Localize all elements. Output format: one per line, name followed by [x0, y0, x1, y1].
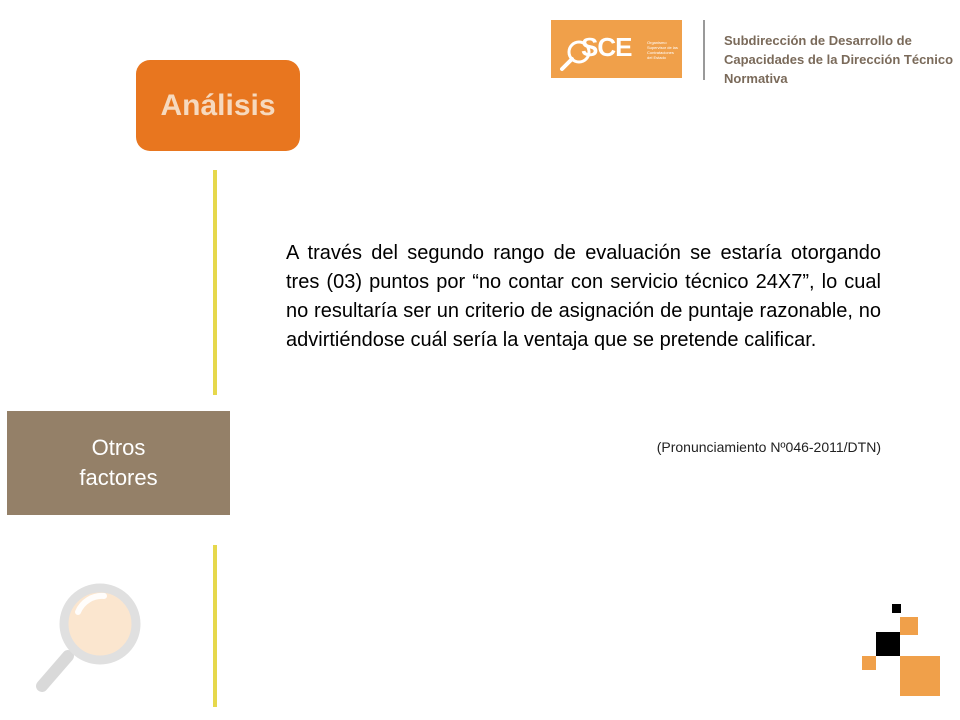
timeline-line-bottom: [213, 545, 217, 707]
timeline-line-top: [213, 170, 217, 395]
citation: (Pronunciamiento Nº046-2011/DTN): [656, 439, 881, 455]
osce-logo: [551, 20, 682, 78]
header-divider: [703, 20, 705, 80]
header-title: Subdirección de Desarrollo de Capacidades de la Dirección Técnico Normativa: [724, 33, 954, 86]
decorative-squares-icon: [862, 604, 942, 696]
logo-text: SCE: [581, 32, 632, 62]
analysis-box: [136, 60, 300, 151]
magnifier-icon: [34, 582, 146, 694]
analysis-label: Análisis: [160, 88, 276, 122]
logo-small-text: Organismo Supervisor de las Contrataciones del Estado: [647, 40, 678, 60]
main-paragraph: A través del segundo rango de evaluación se estaría otorgando tres (03) puntos por “no contar con servicio técnico 24X7”, lo cual no resultaría ser un criterio de asignación de puntaje razonable, no advirtiéndose cuál sería la ventaja que se pretende calificar.: [286, 242, 881, 351]
factors-label: Otros factores: [79, 435, 158, 490]
factors-box: [7, 411, 230, 515]
